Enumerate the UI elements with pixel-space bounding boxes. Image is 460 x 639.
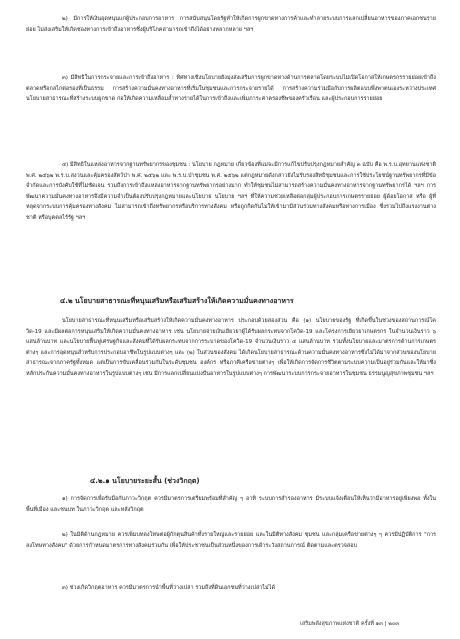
paragraph-4: นโยบายสาธารณะที่หนุนเสริมหรือเสริมสร้างให้เกิดความมั่นคงทางอาหาร ประกอบด้วยสองส่วน คือ (๑) นโยบายของรัฐ ที่เกิดขึ้นในช่วงของสถานการณ์โควิด-19 และมีผลต่อการหนุนเสริมให้เกิดความมั่นคงทางอาหาร เช่น นโยบายจ่ายเงินเยียวยาผู้ได้รับผลกระทบจากโควิด-19 และโครงการเยียวยาเกษตรกร ในจำนวนเงินราว ๖ แสนล้านบาท และนโยบายฟื้นฟูเศรษฐกิจและสังคมที่ได้รับผลกระทบจากการระบาดของโควิด-19 จำนวนเงินราว ๔ แสนล้านบาท รวมทั้งนโยบายและมาตรการด้านการเกษตรต่างๆ และการอุดหนุนสำหรับการประกอบอาชีพในรูปแบบต่างๆ และ (๒) ในส่วนของสังคม ได้เกิดนโยบายสาธารณะด้านความมั่นคงทางอาหารซึ่งไม่ได้มาจากส่วนของนโยบายสาธารณะจากภาครัฐทั้งหมด แต่เป็นการขับเคลื่อนร่วมกันในระดับชุมชน องค์กร หรือภาคีเครือข่ายต่างๆ เพื่อให้เกิดการจัดการชีวิตตามระบบความเป็นอยู่ร่วมกันและให้มาซึ่งหลักประกันความมั่นคงทางอาหารในรูปแบบต่างๆ เช่น มีการแลกเปลี่ยนแบ่งปันอาหารในรูปแบบต่างๆ การพัฒนาระบบการกระจายอาหารในชุมชน ธรรมนูญสุขภาพชุมชน ฯลฯ bbox=[26, 318, 436, 377]
paragraph-7: ๓) ช่วงเกิดวิกฤตอาหาร ควรมีมาตรการนำพื้นที่ว่างเปล่า รวมถึงที่ดินเอกชนที่ว่างเปล่าไม่ได้ bbox=[62, 585, 276, 591]
paragraph-2: ๓) มีสิทธิในการกระจายและการเข้าถึงอาหาร : ทิศทางเชิงนโยบายยังมุ่งส่งเสริมการผูกขาดทางด้านการตลาดโดยระบบไม่เปิดโอกาสให้เกษตรกรรายย่อยเข้าถึงตลาดหรือกลไกต่อรองที่เป็นธรรม การสร้างความมั่นคงทางอาหารที่เริ่มในชุมชนและการกระจายรายได้ การสร้างความร่วมมือกับการผลิตแบบพึ่งพาตนเองระหว่างประเทศ นโยบายสาธารณะที่สร้างระบบผูกขาด ก่อให้เกิดความเหลื่อมล้ำทางรายได้ในการเข้าถึงและเพิ่มภาระค่าครองชีพของครัวเรือน และผู้ประกอบการรายย่อย bbox=[26, 75, 436, 103]
paragraph-6: ๒) ในมิติด้านกฎหมาย ควรเพิ่มบทลงโทษต่อผู้กักตุนสินค้าทั้งรายใหญ่และรายย่อย และในมิติทางสังคม ชุมชน และกลุ่มเครือข่ายต่างๆ ๆ ควรมีปฏิบัติการ "การลงโทษทางสังคม" ด้วยการกำหนดมาตรการทางสังคมร่วมกัน เพื่อให้ประชาชนเป็นส่วนหนึ่งของการเฝ้าระวังสถานการณ์ ติดตามและตรวจสอบ bbox=[26, 532, 436, 549]
paragraph-5: ๑) การจัดการเพื่อรับมือกับภาวะวิกฤต ควรมีมาตรการเตรียมพร้อมที่สำคัญ ๆ อาทิ ระบบการสำรองอาหาร มีระบบแจ้งเตือนให้เห็นว่ามีอาหารอยู่เพียงพอ ทั้งในพื้นที่เมือง และชนบท ในภาวะวิกฤต และหลังวิกฤต bbox=[26, 496, 436, 513]
paragraph-1: ๒) มีการให้เงินอุดหนุนแก่ผู้ประกอบการอาหาร การสนับสนุนโดยรัฐทำให้เกิดการผูกขาดทางการค้าและทำลายระบบการแลกเปลี่ยนอาหารของภาคเอกชนรายย่อย ไม่ส่งเสริมให้เกิดช่องทางการเข้าถึงอาหารซึ่งผู้บริโภคสามารถเข้าถึงได้อย่างหลากหลาย ฯลฯ bbox=[26, 16, 436, 33]
paragraph-3: ๔) มีสิทธิในแหล่งอาหารจากฐานทรัพยากรของชุมชน : นโยบาย กฎหมาย เกี่ยวข้องที่แม่จะมีการแก้ไขปรับปรุงกฎหมายสำคัญ ๓ ฉบับ คือ พ.ร.บ.อุทยานแห่งชาติ พ.ศ. ๒๕๖๒ พ.ร.บ.สงวนและคุ้มครองสัตว์ป่า พ.ศ. ๒๕๖๒ และ พ.ร.บ.ป่าชุมชน พ.ศ. ๒๕๖๒ แต่กฎหมายดังกล่าวยังไม่รับรองสิทธิชุมชนและการใช้ประโยชน์ฐานทรัพยากรที่มีข้อจำกัดและการบังคับใช้ที่ไม่ชัดเจน รวมถึงการเข้าถึงแหล่งอาหารจากฐานทรัพยากรอย่างมาก ทำให้ชุมชนไม่สามารถสร้างความมั่นคงทางอาหารจากฐานทรัพยากรได้ ฯลฯ การพัฒนาความมั่นคงทางอาหารจึงมีความจำเป็นต้องปรับปรุงกฎหมายและนโยบาย นโยบาย ฯลฯ ที่ให้ความช่วยเหลือต่อกลุ่มผู้ประกอบการเกษตรรายย่อย ผู้ด้อยโอกาส หรือ ผู้ที่หลุดจากระบบการคุ้มครองทางสังคม ไม่สามารถเข้าถึงทรัพยากรหรือบริการทางสังคม หรือถูกกีดกันไม่ให้เข้ามามีส่วนร่วมทางสังคมหรือทางการเมือง ซึ่งรวมไปถึงแรงงานต่างชาติ หรือบุคคลไร้รัฐ ฯลฯ bbox=[26, 162, 436, 221]
section-heading: ๔.๒ นโยบายสาธารณะที่หนุนเสริมหรือเสริมสร้างให้เกิดความมั่นคงทางอาหาร bbox=[60, 297, 294, 305]
subsection-heading: ๔.๒.๑ นโยบายระยะสั้น (ช่วงวิกฤต) bbox=[90, 477, 200, 485]
page-footer: เสริมพลังสุขภาพแห่งชาติ ครั้งที่ ๑๓ | ๒๐๓ bbox=[300, 621, 399, 627]
